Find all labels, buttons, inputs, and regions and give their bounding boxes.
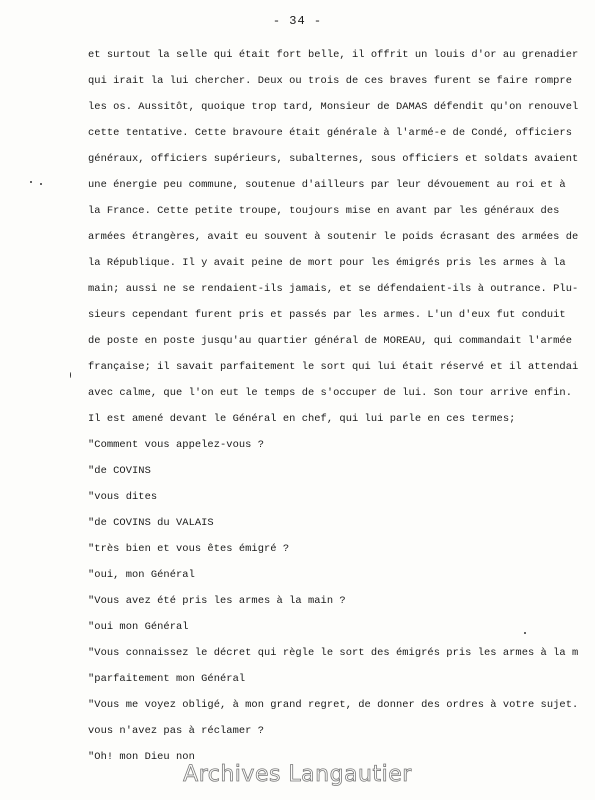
watermark: Archives Langautier [183, 762, 412, 787]
scan-speck [524, 632, 526, 634]
dialogue-line: "Comment vous appelez-vous ? [88, 439, 264, 451]
text-line: les os. Aussitôt, quoique trop tard, Monsieur de DAMAS défendit qu'on renouvel [88, 101, 579, 113]
text-line: Il est amené devant le Général en chef, qui lui parle en ces termes; [88, 413, 516, 425]
text-line: sieurs cependant furent pris et passés par les armes. L'un d'eux fut conduit [88, 309, 566, 321]
dialogue-line: "Oh! mon Dieu non [88, 751, 195, 763]
dialogue-line: "très bien et vous êtes émigré ? [88, 543, 290, 555]
dialogue-line: vous n'avez pas à réclamer ? [88, 725, 264, 737]
text-line: armées étrangères, avait eu souvent à soutenir le poids écrasant des armées de [88, 231, 579, 243]
scan-speck [70, 372, 71, 378]
text-line: la République. Il y avait peine de mort pour les émigrés pris les armes à la [88, 257, 566, 269]
dialogue-line: "Vous connaissez le décret qui règle le sort des émigrés pris les armes à la m [88, 647, 579, 659]
dialogue-line: "Vous me voyez obligé, à mon grand regret, de donner des ordres à votre sujet. [88, 699, 579, 711]
dialogue-line: "oui, mon Général [88, 569, 195, 581]
dialogue-line: "Vous avez été pris les armes à la main ? [88, 595, 346, 607]
dialogue-line: "parfaitement mon Général [88, 673, 246, 685]
dialogue-line: "de COVINS [88, 465, 151, 477]
body-text [88, 42, 593, 770]
text-line: généraux, officiers supérieurs, subalternes, sous officiers et soldats avaient [88, 153, 579, 165]
page-number: - 34 - [272, 14, 323, 28]
text-line: de poste en poste jusqu'au quartier général de MOREAU, qui commandait l'armée [88, 335, 572, 347]
text-line: une énergie peu commune, soutenue d'ailleurs par leur dévouement au roi et à [88, 179, 566, 191]
text-line: et surtout la selle qui était fort belle, il offrit un louis d'or au grenadier [88, 49, 579, 61]
scan-speck [30, 181, 32, 183]
dialogue-line: "oui mon Général [88, 621, 189, 633]
dialogue-line: "de COVINS du VALAIS [88, 517, 214, 529]
text-line: qui irait la lui chercher. Deux ou trois de ces braves furent se faire rompre [88, 75, 572, 87]
dialogue-line: "vous dites [88, 491, 158, 503]
text-line: française; il savait parfaitement le sort qui lui était réservé et il attendai [88, 361, 579, 373]
text-line: main; aussi ne se rendaient-ils jamais, et se défendaient-ils à outrance. Plu- [88, 283, 579, 295]
text-line: avec calme, que l'on eut le temps de s'occuper de lui. Son tour arrive enfin. [88, 387, 572, 399]
scan-speck [40, 183, 42, 185]
text-line: cette tentative. Cette bravoure était générale à l'armé-e de Condé, officiers [88, 127, 572, 139]
text-line: la France. Cette petite troupe, toujours mise en avant par les généraux des [88, 205, 560, 217]
